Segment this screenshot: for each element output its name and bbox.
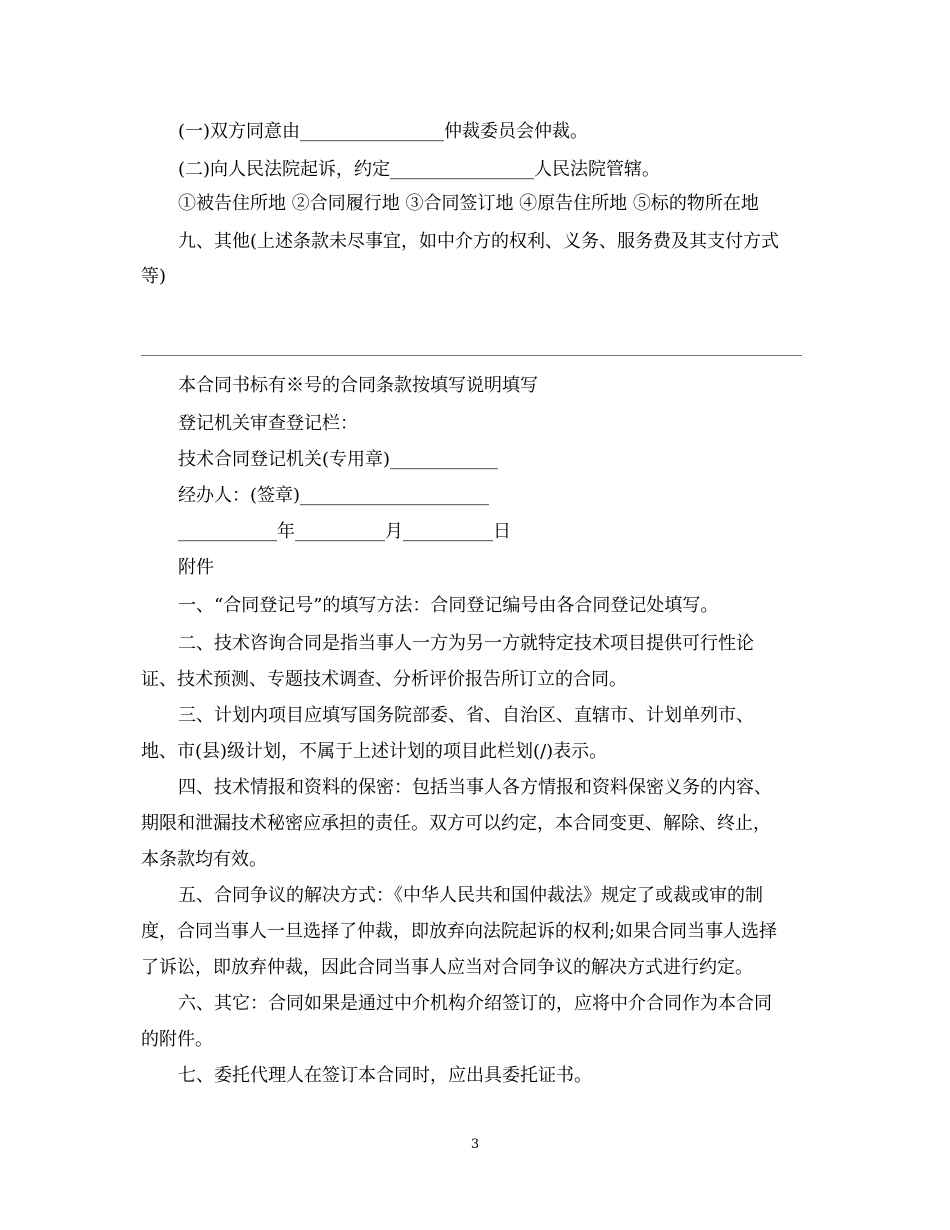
others-clause-line: 九、其他(上述条款未尽事宜，如中介方的权利、义务、服务费及其支付方式 bbox=[178, 231, 780, 252]
appendix-item-7: 七、委托代理人在签订本合同时，应出具委托证书。 bbox=[178, 1065, 592, 1086]
page-number: 3 bbox=[470, 1137, 480, 1152]
appendix-item-3: 三、计划内项目应填写国务院部委、省、自治区、直辖市、计划单列市、 bbox=[178, 705, 754, 726]
appendix-item-5-continued: 度，合同当事人一旦选择了仲裁，即放弃向法院起诉的权利;如果合同当事人选择 bbox=[141, 921, 778, 942]
court-option-line: (二)向人民法院起诉，约定________________人民法院管辖。 bbox=[178, 159, 661, 180]
appendix-item-2: 二、技术咨询合同是指当事人一方为另一方就特定技术项目提供可行性论 bbox=[178, 633, 754, 654]
registration-authority-field: 技术合同登记机关(专用章)____________ bbox=[178, 449, 499, 470]
appendix-item-6: 六、其它：合同如果是通过中介机构介绍签订的，应将中介合同作为本合同 bbox=[178, 993, 772, 1014]
appendix-heading: 附件 bbox=[178, 557, 214, 578]
arbitration-option-line: (一)双方同意由________________仲裁委员会仲裁。 bbox=[178, 121, 589, 142]
appendix-item-4-end: 本条款均有效。 bbox=[141, 849, 267, 870]
appendix-item-2-continued: 证、技术预测、专题技术调查、分析评价报告所订立的合同。 bbox=[141, 669, 627, 690]
appendix-item-6-continued: 的附件。 bbox=[141, 1029, 213, 1050]
appendix-item-3-continued: 地、市(县)级计划，不属于上述计划的项目此栏划(/)表示。 bbox=[141, 741, 608, 762]
date-field: ___________年__________月__________日 bbox=[178, 521, 511, 542]
horizontal-divider bbox=[141, 355, 802, 356]
appendix-item-1: 一、“合同登记号”的填写方法：合同登记编号由各合同登记处填写。 bbox=[178, 595, 719, 616]
appendix-item-5: 五、合同争议的解决方式：《中华人民共和国仲裁法》规定了或裁或审的制 bbox=[178, 885, 763, 906]
handler-signature-field: 经办人：(签章)_____________________ bbox=[178, 485, 490, 506]
jurisdiction-choices-line: ①被告住所地 ②合同履行地 ③合同签订地 ④原告住所地 ⑤标的物所在地 bbox=[178, 193, 759, 214]
marked-clause-note: 本合同书标有※号的合同条款按填写说明填写 bbox=[178, 375, 538, 396]
appendix-item-4: 四、技术情报和资料的保密：包括当事人各方情报和资料保密义务的内容、 bbox=[178, 777, 772, 798]
others-clause-continued: 等) bbox=[141, 266, 167, 287]
appendix-item-4-continued: 期限和泄漏技术秘密应承担的责任。双方可以约定，本合同变更、解除、终止， bbox=[141, 813, 771, 834]
appendix-item-5-end: 了诉讼，即放弃仲裁，因此合同当事人应当对合同争议的解决方式进行约定。 bbox=[141, 957, 753, 978]
registration-review-heading: 登记机关审查登记栏： bbox=[178, 413, 358, 434]
